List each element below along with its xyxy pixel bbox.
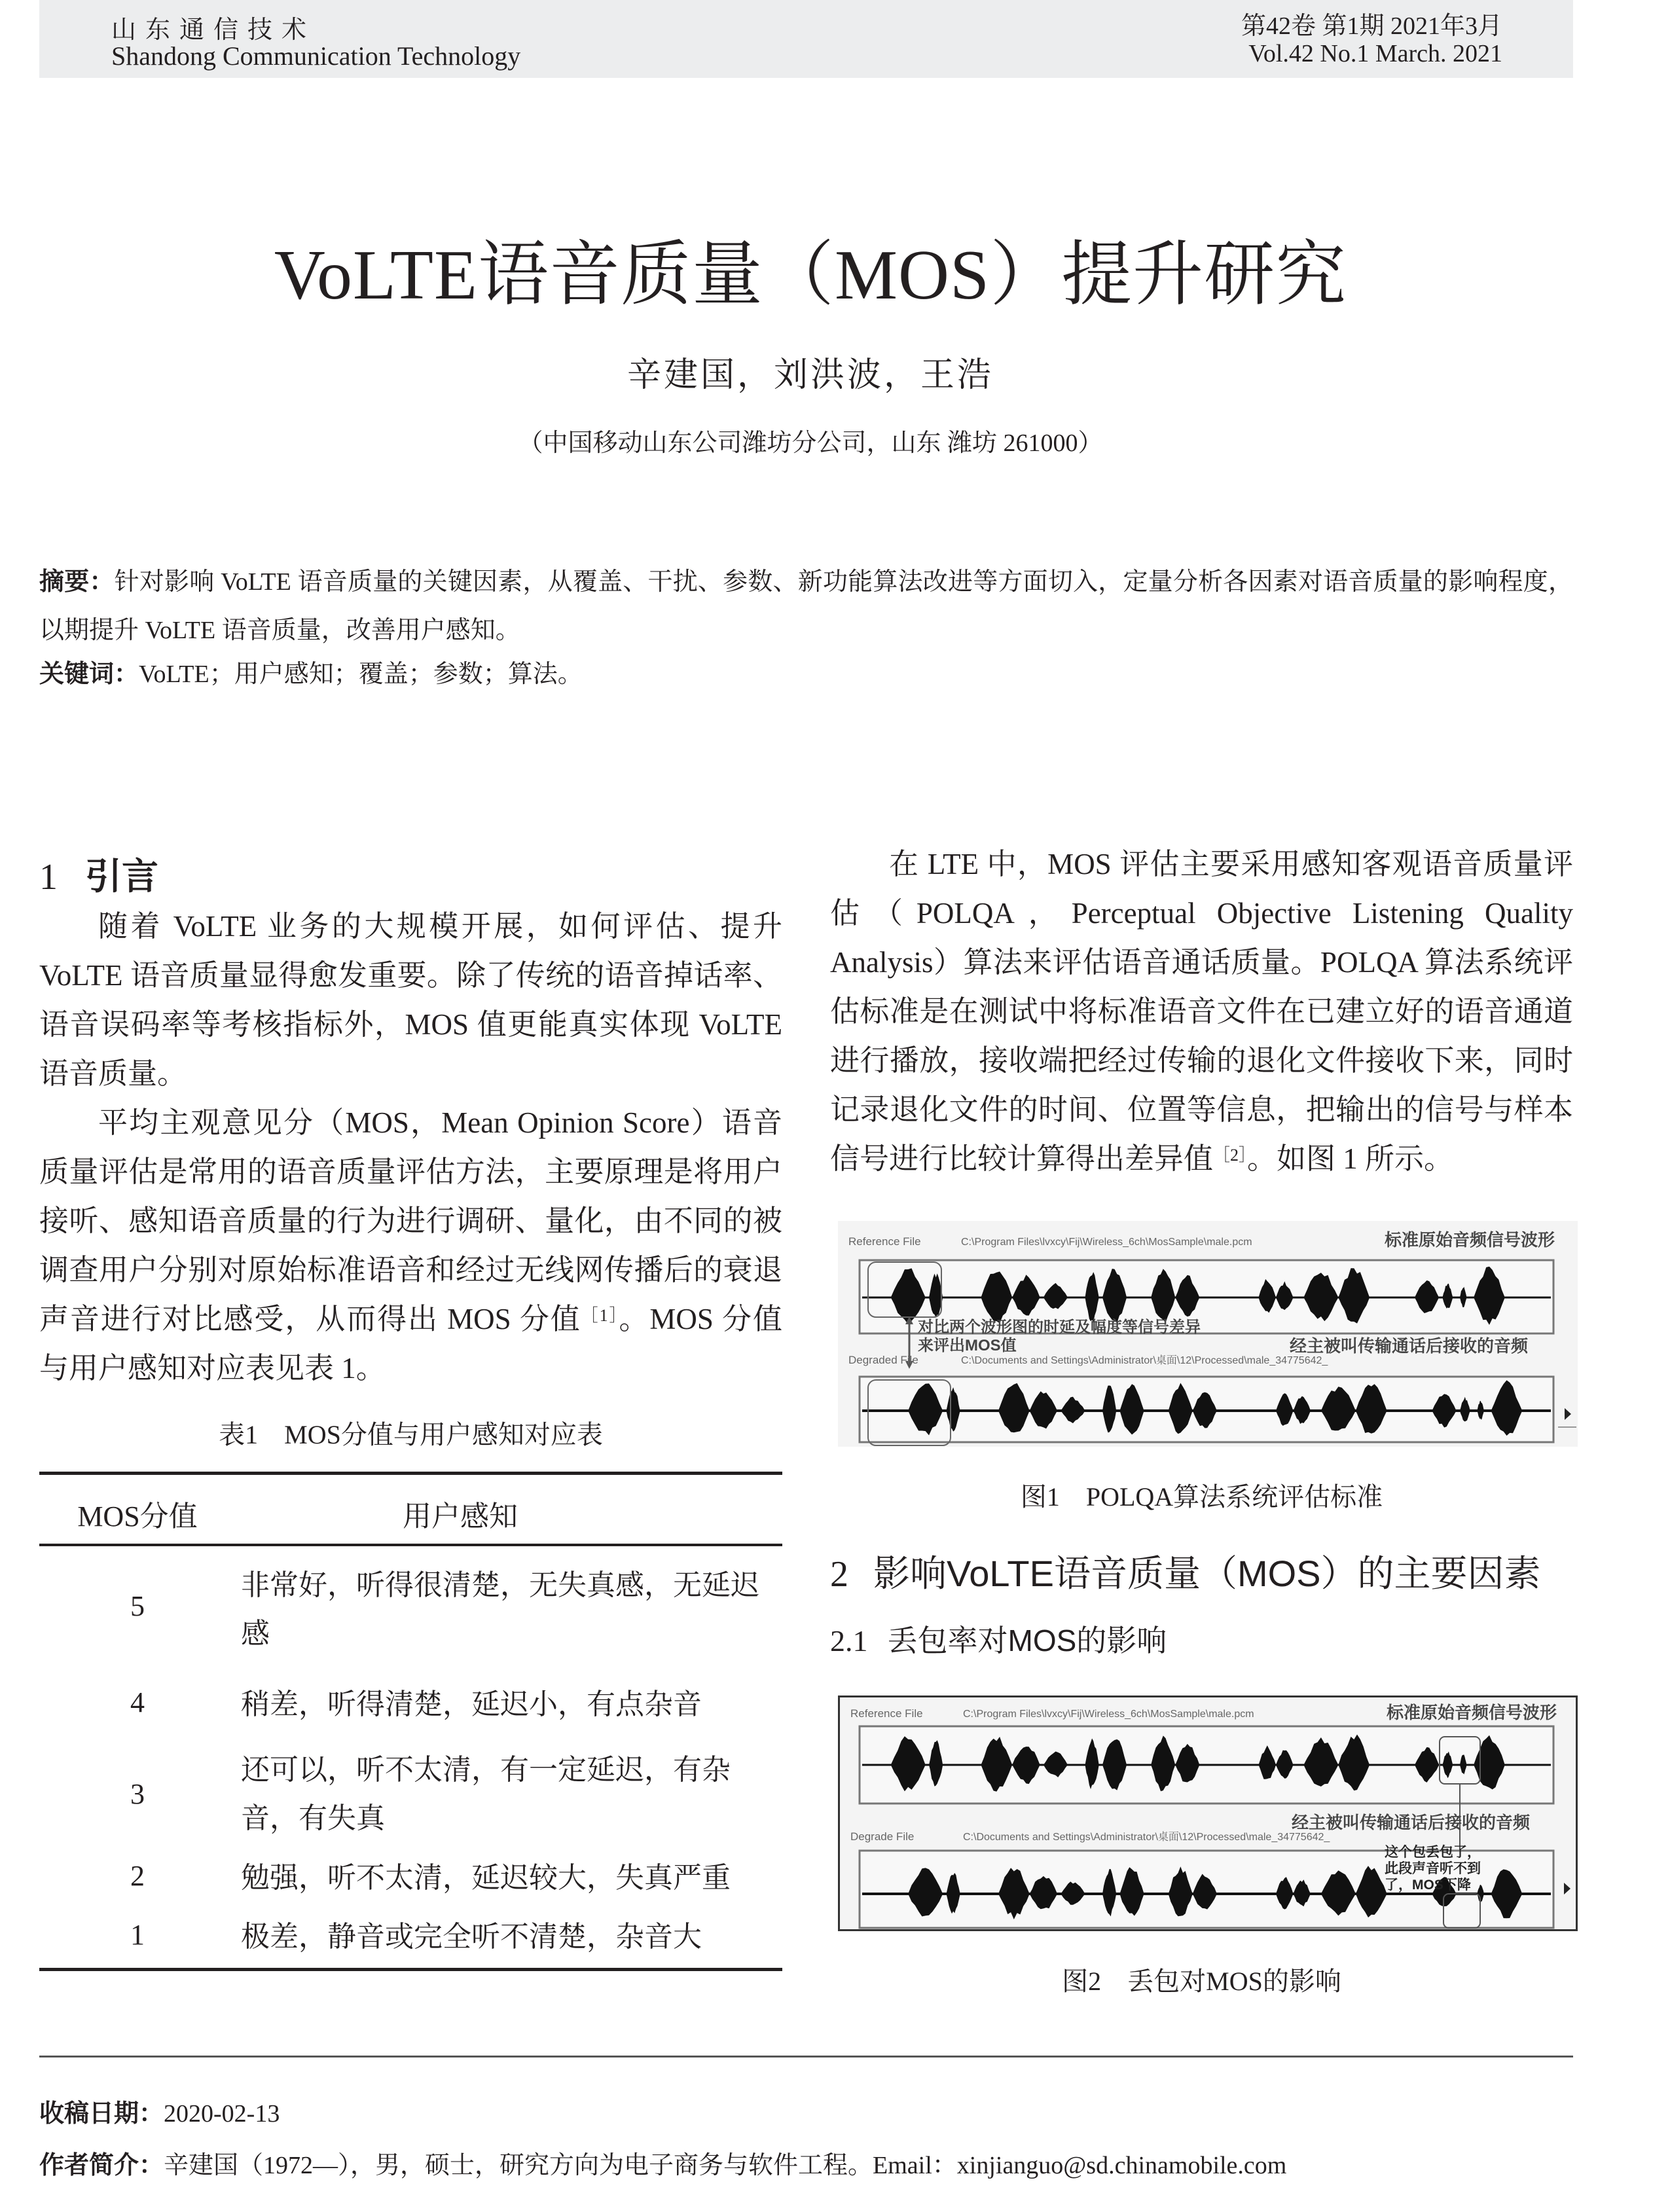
- reference-annotation: 标准原始音频信号波形: [1385, 1230, 1555, 1250]
- footer-rule: [39, 2056, 1573, 2058]
- section-2-heading: [830, 1545, 1541, 1597]
- table-cell-score: 1: [130, 1919, 145, 1951]
- reference-file-path: C:\Program Files\lvxcy\Fij\Wireless_6ch\MosSample\male.pcm: [963, 1709, 1254, 1720]
- paragraph-text-tail: 。MOS 分值与用户感知对应表见表 1。: [39, 1303, 782, 1385]
- table-cell-perception: 稍差，听得清楚，延迟小，有点杂音: [241, 1688, 702, 1720]
- polqa-paragraph: [830, 840, 1573, 1184]
- table-cell-perception: 勉强，听不太清，延迟较大，失真严重: [241, 1862, 731, 1894]
- figure-2: [838, 1695, 1578, 1931]
- paragraph-text: 随着 VoLTE 业务的大规模开展，如何评估、提升 VoLTE 语音质量显得愈发重要。除了传统的语音掉话率、语音误码率等考核指标外，MOS 值更能真实体现 VoLTE 语音质量。: [39, 910, 782, 1090]
- journal-name-en: Shandong Communication Technology: [111, 41, 521, 71]
- citation-2[interactable]: ［2］: [1213, 1146, 1248, 1165]
- journal-name-cn: 山东通信技术: [111, 16, 316, 44]
- degraded-file-path: C:\Documents and Settings\Administrator\桌面\12\Processed\male_34775642_: [963, 1832, 1330, 1843]
- reference-file-label: Reference File: [850, 1707, 923, 1720]
- citation-1[interactable]: ［1］: [581, 1306, 619, 1325]
- table-cell-score: 3: [130, 1778, 145, 1810]
- abstract-text: 针对影响 VoLTE 语音质量的关键因素，从覆盖、干扰、参数、新功能算法改进等方面切入，定量分析各因素对语音质量的影响程度，以期提升 VoLTE 语音质量，改善用户感知。: [39, 568, 1573, 644]
- table-cell-score: 5: [130, 1590, 145, 1622]
- table-cell-score: 4: [130, 1686, 145, 1718]
- received-value: 2020-02-13: [164, 2100, 280, 2128]
- author-list: 辛建国，刘洪波，王浩: [626, 357, 994, 394]
- abstract: [39, 558, 1573, 655]
- author-bio: [39, 2145, 1286, 2181]
- subsection-2-1-heading: [830, 1617, 1167, 1660]
- table-bottom-rule: [39, 1968, 782, 1971]
- table-cell-perception: 还可以，听不太清，有一定延迟，有杂音，有失真: [241, 1754, 731, 1834]
- degraded-file-path: C:\Documents and Settings\Administrator\桌面\12\Processed\male_34775642_: [961, 1355, 1328, 1366]
- loss-annotation-line-2: 此段声音听不到: [1385, 1861, 1481, 1876]
- degraded-file-label: Degraded File: [848, 1354, 918, 1366]
- section-number: 2: [830, 1554, 848, 1595]
- figure-1: [838, 1221, 1578, 1447]
- reference-file-label: Reference File: [848, 1235, 921, 1248]
- loss-annotation-line-3: 了，MOS下降: [1385, 1877, 1471, 1893]
- subsection-title: 丢包率对MOS的影响: [887, 1623, 1167, 1658]
- table-top-rule: [39, 1472, 782, 1475]
- section-title: 引言: [85, 856, 158, 897]
- play-icon[interactable]: [1564, 1883, 1570, 1895]
- degraded-file-label: Degrade File: [850, 1830, 915, 1843]
- table-cell-score: 2: [130, 1860, 145, 1892]
- figure-2-caption: 图2 丢包对MOS的影响: [1062, 1967, 1341, 1996]
- bio-label: 作者简介：: [39, 2152, 164, 2179]
- received-date: [39, 2093, 280, 2129]
- paragraph-text: 平均主观意见分（MOS，Mean Opinion Score）语音质量评估是常用的语音质量评估方法，主要原理是将用户接听、感知语音质量的行为进行调研、量化，由不同的被调查用户分别对原始标准语音和经过无线网传播后的衰退声音进行对比感受，从而得出 MOS 分值: [39, 1106, 782, 1335]
- section-1-heading: [39, 848, 158, 900]
- received-label: 收稿日期：: [39, 2100, 164, 2128]
- table-cell-perception: 极差，静音或完全听不清楚，杂音大: [241, 1921, 702, 1953]
- compare-annotation-line-1: 对比两个波形图的时延及幅度等信号差异: [918, 1318, 1201, 1336]
- paragraph-text: 在 LTE 中，MOS 评估主要采用感知客观语音质量评估（POLQA，Perceptual Objective Listening Quality Analysis）算法来评估语音通话质量。POLQA 算法系统评估标准是在测试中将标准语音文件在已建立好的语音通道进行播放，接收端把经过传输的退化文件接收下来，同时记录退化文件的时间、位置等信息，把输出的信号与样本信号进行比较计算得出差异值: [830, 848, 1573, 1175]
- play-icon[interactable]: [1565, 1408, 1571, 1420]
- paragraph-text-tail: 。如图 1 所示。: [1247, 1142, 1454, 1175]
- affiliation: （中国移动山东公司潍坊分公司，山东 潍坊 261000）: [518, 429, 1103, 457]
- table-header-rule: [39, 1544, 782, 1546]
- figure-1-caption: 图1 POLQA算法系统评估标准: [1020, 1482, 1383, 1512]
- table-1-caption: 表1 MOS分值与用户感知对应表: [219, 1420, 603, 1449]
- table-header-score: MOS分值: [77, 1500, 198, 1532]
- intro-paragraph-2: [39, 1098, 782, 1393]
- issue-info-cn: 第42卷 第1期 2021年3月: [1241, 12, 1502, 40]
- intro-paragraph-1: [39, 902, 782, 1098]
- subsection-number: 2.1: [830, 1624, 868, 1658]
- compare-annotation-line-2: 来评出MOS值: [918, 1337, 1017, 1354]
- figure-2-waveforms: [840, 1697, 1576, 1929]
- degraded-annotation: 经主被叫传输通话后接收的音频: [1292, 1813, 1531, 1832]
- bio-text: 辛建国（1972—），男，硕士，研究方向为电子商务与软件工程。Email：xinjianguo@sd.chinamobile.com: [164, 2152, 1287, 2179]
- reference-file-path: C:\Program Files\lvxcy\Fij\Wireless_6ch\MosSample\male.pcm: [961, 1237, 1252, 1248]
- abstract-label: 摘要：: [39, 568, 115, 596]
- issue-info-en: Vol.42 No.1 March. 2021: [1248, 40, 1502, 67]
- table-header-perception: 用户感知: [403, 1500, 518, 1532]
- section-title: 影响VoLTE语音质量（MOS）的主要因素: [873, 1553, 1541, 1594]
- keywords-label: 关键词：: [39, 661, 139, 688]
- reference-annotation: 标准原始音频信号波形: [1387, 1703, 1557, 1722]
- section-number: 1: [39, 857, 58, 897]
- figure-1-waveforms: [838, 1221, 1578, 1447]
- loss-annotation-line-1: 这个包丢包了，: [1385, 1845, 1481, 1860]
- keywords-text: VoLTE；用户感知；覆盖；参数；算法。: [139, 661, 583, 688]
- paper-title: VoLTE语音质量（MOS）提升研究: [274, 236, 1347, 314]
- keywords: [39, 653, 583, 689]
- table-cell-perception: 非常好，听得很清楚，无失真感，无延迟感: [241, 1569, 759, 1650]
- degraded-annotation: 经主被叫传输通话后接收的音频: [1290, 1336, 1529, 1356]
